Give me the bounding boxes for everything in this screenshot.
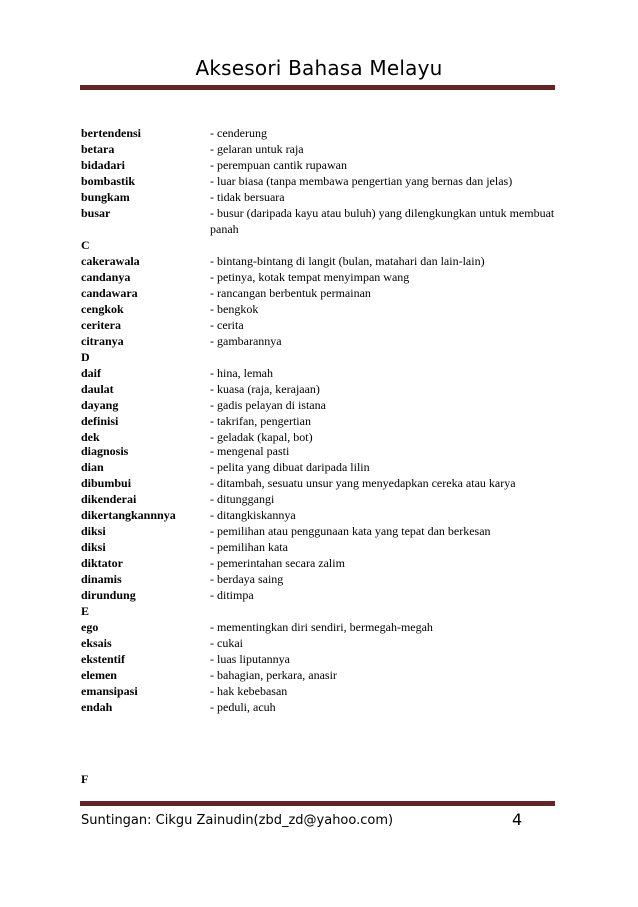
entry-term: dian bbox=[81, 459, 104, 474]
entry-term: cakerawala bbox=[81, 254, 140, 268]
glossary-entry bbox=[81, 587, 561, 603]
footer-rule bbox=[80, 801, 555, 806]
entry-term: daulat bbox=[81, 382, 114, 396]
glossary-entry bbox=[81, 317, 561, 333]
glossary-entry bbox=[81, 413, 561, 429]
entry-term: diktator bbox=[81, 555, 123, 570]
entry-term: dikenderai bbox=[81, 491, 137, 506]
entry-definition: - gadis pelayan di istana bbox=[210, 398, 326, 412]
entry-term: dek bbox=[81, 430, 100, 444]
glossary-entry bbox=[81, 429, 561, 445]
entry-definition: - pelita yang dibuat daripada lilin bbox=[210, 459, 370, 474]
entry-definition: - luar biasa (tanpa membawa pengertian yang bernas dan jelas) bbox=[210, 174, 513, 188]
glossary-entry bbox=[81, 125, 561, 141]
glossary-entry bbox=[81, 173, 561, 189]
entry-definition: - ditangkiskannya bbox=[210, 507, 296, 522]
entry-definition: - cukai bbox=[210, 635, 243, 650]
entry-term: dinamis bbox=[81, 571, 122, 586]
section-letter: E bbox=[81, 603, 90, 618]
entry-definition: - ditambah, sesuatu unsur yang menyedapkan cereka atau karya bbox=[210, 475, 516, 490]
entry-definition: - takrifan, pengertian bbox=[210, 414, 311, 428]
glossary-entry bbox=[81, 683, 561, 699]
entry-term: dikertangkannnya bbox=[81, 507, 176, 522]
entry-term: dirundung bbox=[81, 587, 136, 602]
entry-term: bidadari bbox=[81, 158, 126, 172]
entry-definition: - gambarannya bbox=[210, 334, 282, 348]
glossary-entry bbox=[81, 635, 561, 651]
entry-term: diksi bbox=[81, 523, 106, 538]
entry-definition: - geladak (kapal, bot) bbox=[210, 430, 313, 444]
entry-definition: - hina, lemah bbox=[210, 366, 273, 380]
glossary-list bbox=[81, 125, 561, 715]
entry-definition: - hak kebebasan bbox=[210, 683, 288, 698]
entry-term: ceritera bbox=[81, 318, 121, 332]
entry-definition: - kuasa (raja, kerajaan) bbox=[210, 382, 320, 396]
section-letter: D bbox=[81, 350, 90, 364]
glossary-entry bbox=[81, 365, 561, 381]
glossary-entry bbox=[81, 699, 561, 715]
glossary-entry bbox=[81, 475, 561, 491]
glossary-entry bbox=[81, 301, 561, 317]
entry-term: eksais bbox=[81, 635, 112, 650]
entry-definition: - berdaya saing bbox=[210, 571, 284, 586]
glossary-entry bbox=[81, 333, 561, 349]
entry-definition: - luas liputannya bbox=[210, 651, 290, 666]
glossary-entry bbox=[81, 445, 561, 459]
entry-definition: - pemilihan kata bbox=[210, 539, 288, 554]
entry-definition: - gelaran untuk raja bbox=[210, 142, 304, 156]
page-title: Aksesori Bahasa Melayu bbox=[195, 56, 443, 80]
section-letter: F bbox=[81, 772, 89, 786]
glossary-entry bbox=[81, 269, 561, 285]
glossary-entry bbox=[81, 523, 561, 539]
entry-definition: - cenderung bbox=[210, 126, 267, 140]
glossary-entry bbox=[81, 157, 561, 173]
entry-term: bombastik bbox=[81, 174, 136, 188]
glossary-entry bbox=[81, 651, 561, 667]
entry-term: emansipasi bbox=[81, 683, 138, 698]
glossary-entry bbox=[81, 555, 561, 571]
glossary-entry bbox=[81, 619, 561, 635]
entry-definition: - busur (daripada kayu atau buluh) yang dilengkungkan untuk membuat panah bbox=[210, 206, 555, 236]
entry-definition: - bintang-bintang di langit (bulan, matahari dan lain-lain) bbox=[210, 254, 485, 268]
entry-term: bungkam bbox=[81, 190, 130, 204]
entry-definition: - perempuan cantik rupawan bbox=[210, 158, 347, 172]
entry-term: cengkok bbox=[81, 302, 124, 316]
entry-definition: - mementingkan diri sendiri, bermegah-megah bbox=[210, 619, 433, 634]
entry-definition: - ditimpa bbox=[210, 587, 254, 602]
entry-definition: - petinya, kotak tempat menyimpan wang bbox=[210, 270, 410, 284]
entry-definition: - pemilihan atau penggunaan kata yang tepat dan berkesan bbox=[210, 523, 491, 538]
glossary-entry bbox=[81, 539, 561, 555]
entry-term: dayang bbox=[81, 398, 119, 412]
entry-definition: - ditunggangi bbox=[210, 491, 275, 506]
entry-definition: - cerita bbox=[210, 318, 244, 332]
section-letter: C bbox=[81, 238, 90, 252]
page-number: 4 bbox=[512, 810, 523, 829]
glossary-entry bbox=[81, 253, 561, 269]
entry-term: elemen bbox=[81, 667, 117, 682]
entry-term: dibumbui bbox=[81, 475, 132, 490]
entry-term: bertendensi bbox=[81, 126, 141, 140]
entry-term: endah bbox=[81, 699, 113, 714]
glossary-entry bbox=[81, 571, 561, 587]
footer-credit: Suntingan: Cikgu Zainudin(zbd_zd@yahoo.com) bbox=[81, 813, 394, 828]
glossary-entry bbox=[81, 459, 561, 475]
glossary-entry bbox=[81, 205, 561, 237]
entry-term: betara bbox=[81, 142, 115, 156]
entry-term: ego bbox=[81, 619, 99, 634]
entry-term: busar bbox=[81, 206, 111, 220]
entry-term: daif bbox=[81, 366, 102, 380]
entry-term: diagnosis bbox=[81, 444, 129, 458]
entry-definition: - mengenal pasti bbox=[210, 444, 290, 458]
entry-term: definisi bbox=[81, 414, 119, 428]
glossary-entry bbox=[81, 667, 561, 683]
glossary-entry bbox=[81, 189, 561, 205]
entry-definition: - bahagian, perkara, anasir bbox=[210, 667, 337, 682]
glossary-entry bbox=[81, 397, 561, 413]
header-rule bbox=[80, 85, 555, 90]
glossary-entry bbox=[81, 507, 561, 523]
entry-definition: - rancangan berbentuk permainan bbox=[210, 286, 371, 300]
glossary-entry bbox=[81, 141, 561, 157]
entry-term: candawara bbox=[81, 286, 138, 300]
entry-definition: - pemerintahan secara zalim bbox=[210, 555, 345, 570]
entry-definition: - tidak bersuara bbox=[210, 190, 285, 204]
entry-term: candanya bbox=[81, 270, 131, 284]
entry-term: citranya bbox=[81, 334, 124, 348]
page-header bbox=[0, 55, 638, 81]
glossary-entry bbox=[81, 285, 561, 301]
entry-term: ekstentif bbox=[81, 651, 125, 666]
entry-definition: - bengkok bbox=[210, 302, 259, 316]
entry-term: diksi bbox=[81, 539, 106, 554]
glossary-entry bbox=[81, 381, 561, 397]
glossary-entry bbox=[81, 491, 561, 507]
entry-definition: - peduli, acuh bbox=[210, 699, 276, 714]
